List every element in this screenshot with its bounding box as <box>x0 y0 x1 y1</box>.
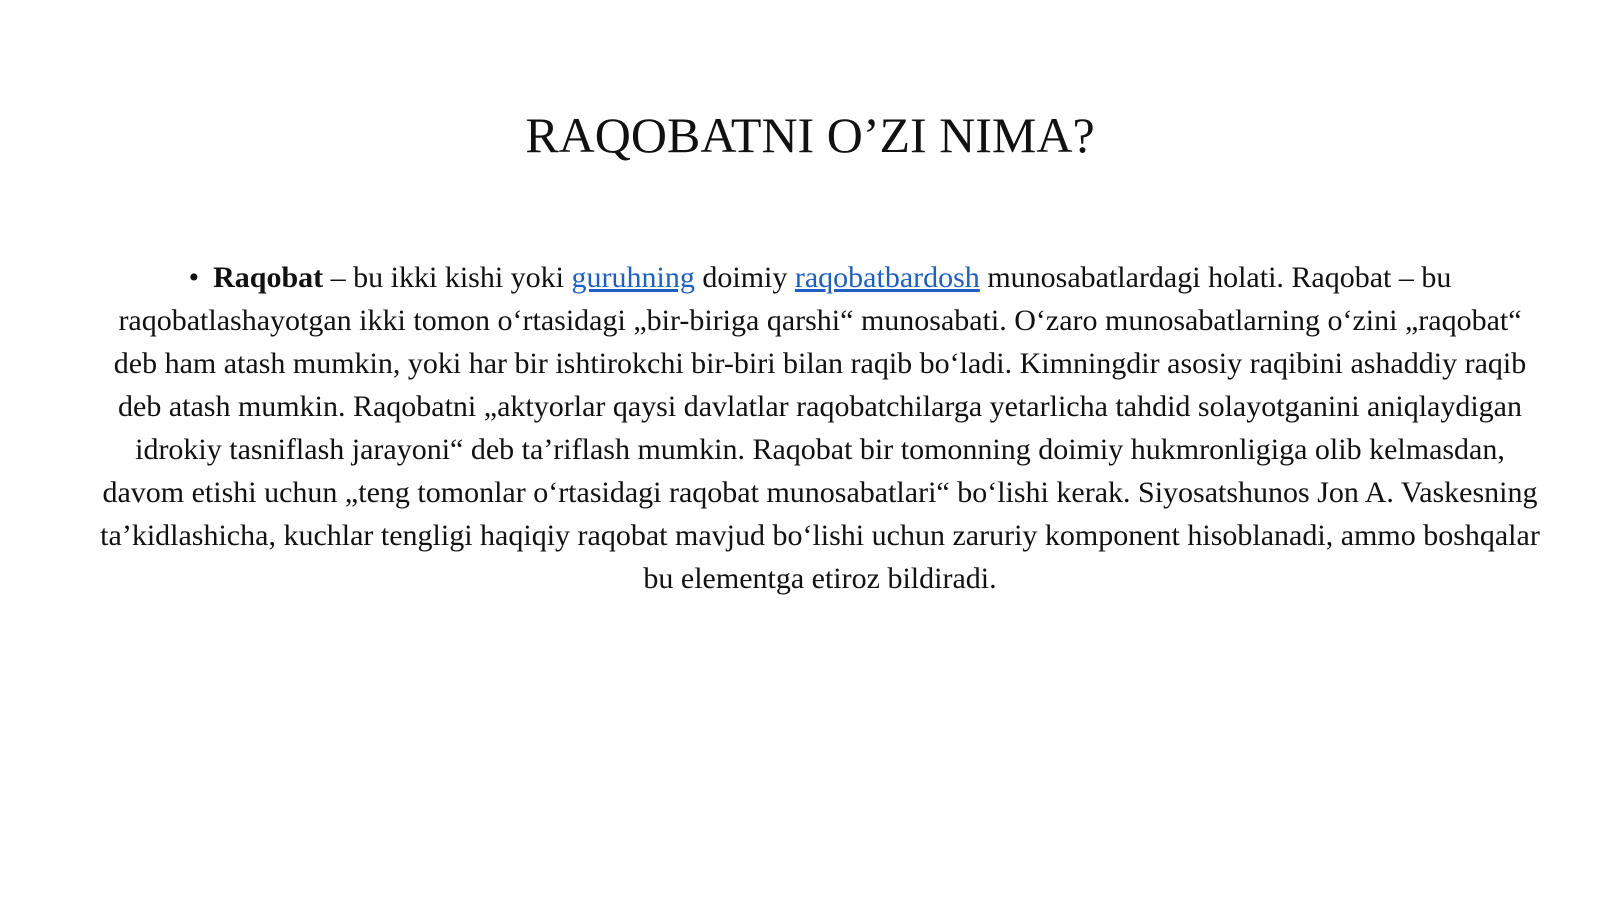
paragraph-text-rest: munosabatlardagi holati. Raqobat – bu raqobatlashayotgan ikki tomon oʻrtasidagi „bir-biriga qarshi“ munosabati. Oʻzaro munosabatlarning oʻzini „raqobat“ deb ham atash mumkin, yoki har bir ishtirokchi bir-biri bilan raqib boʻladi. Kimningdir asosiy raqibini ashaddiy raqib deb atash mumkin. Raqobatni „aktyorlar qaysi davlatlar raqobatchilarga yetarlicha tahdid solayotganini aniqlaydigan idrokiy tasniflash jarayoni“ deb ta’riflash mumkin. Raqobat bir tomonning doimiy hukmronligiga olib kelmasdan, davom etishi uchun „teng tomonlar oʻrtasidagi raqobat munosabatlari“ boʻlishi kerak. Siyosatshunos Jon A. Vaskesning ta’kidlashicha, kuchlar tengligi haqiqiy raqobat mavjud boʻlishi uchun zaruriy komponent hisoblanadi, ammo boshqalar bu elementga etiroz bildiradi. <box>100 261 1540 595</box>
link-guruhning[interactable]: guruhning <box>571 261 695 294</box>
bullet-icon: • <box>188 261 200 294</box>
bullet-paragraph <box>100 256 1540 600</box>
link-raqobatbardosh[interactable]: raqobatbardosh <box>794 261 980 294</box>
paragraph-text-middle: doimiy <box>694 261 795 294</box>
slide-title: RAQOBATNI O’ZI NIMA? <box>525 107 1095 163</box>
term-raqobat: Raqobat <box>213 261 324 294</box>
paragraph-text-intro: – bu ikki kishi yoki <box>323 261 572 294</box>
